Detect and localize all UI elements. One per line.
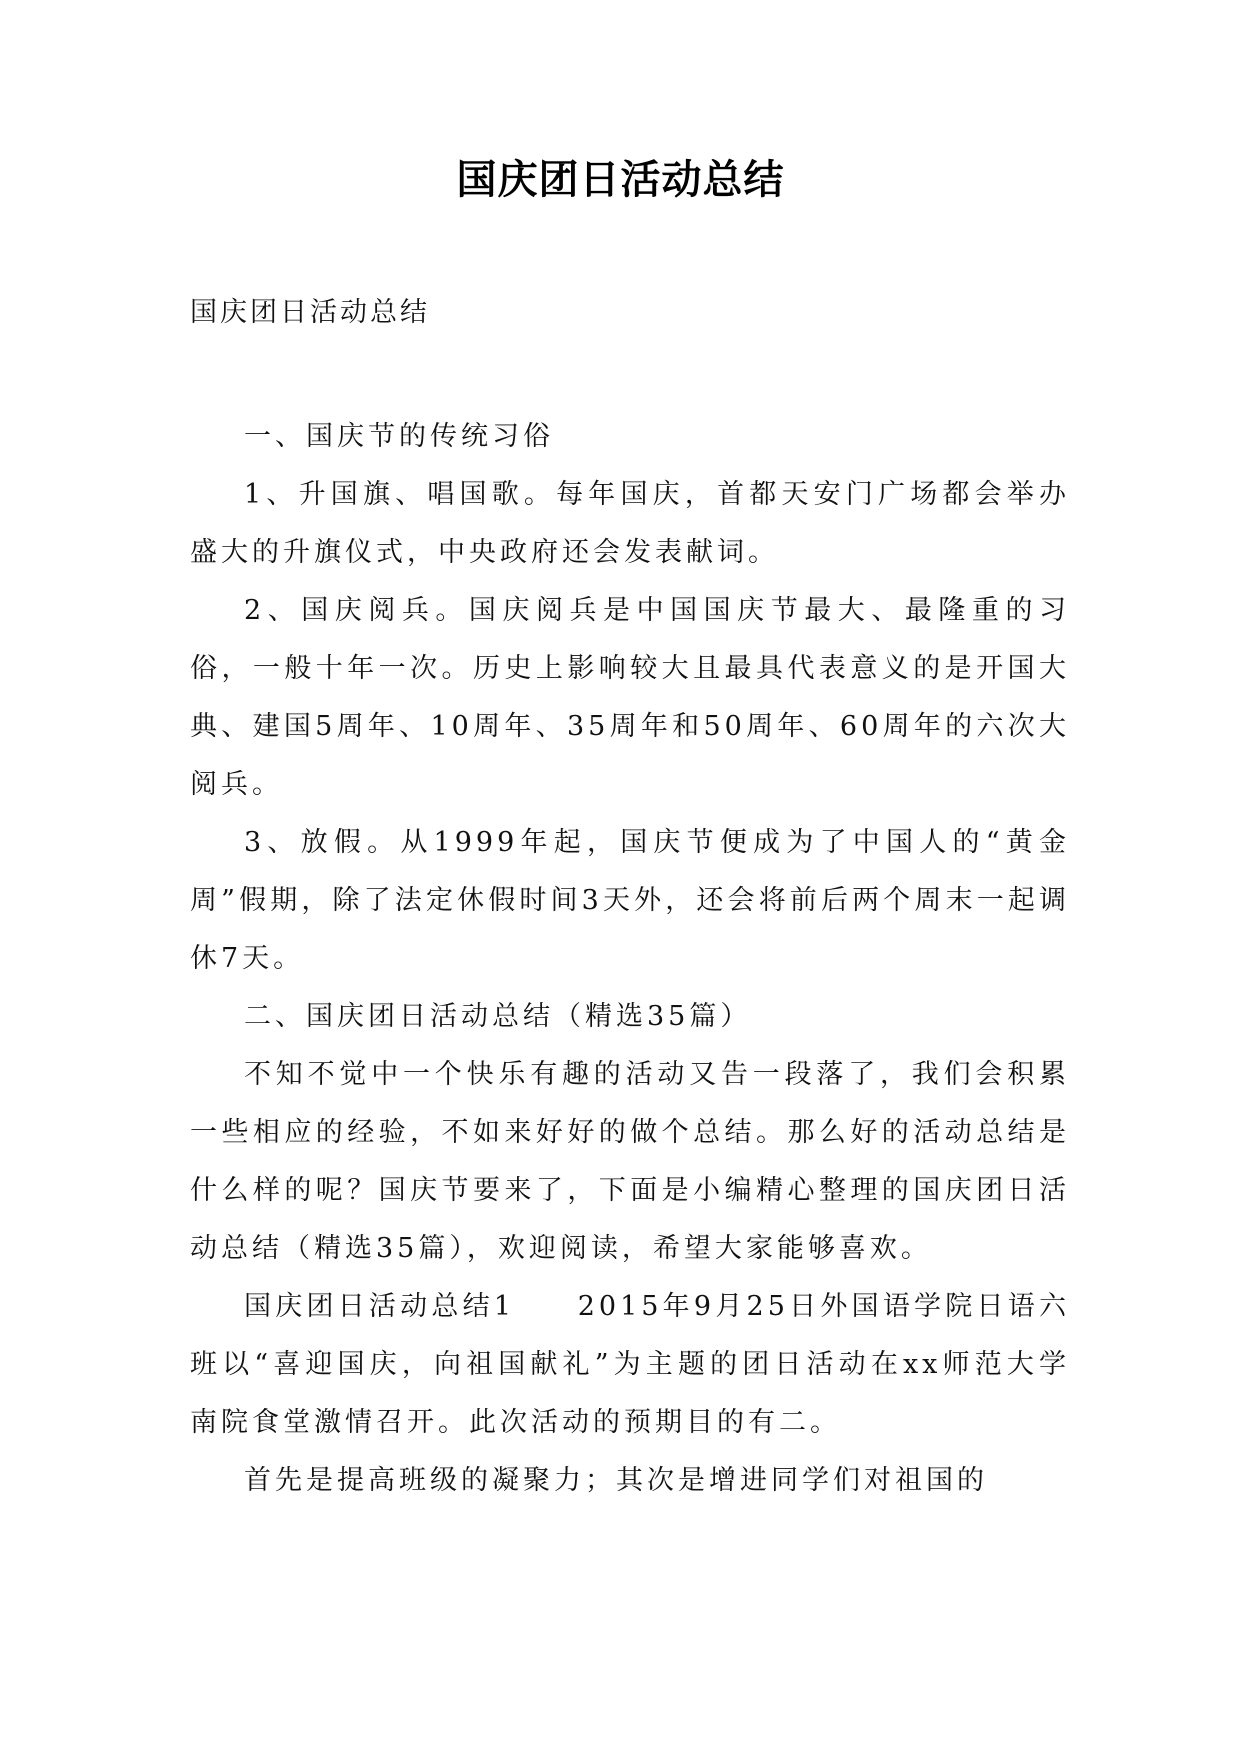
document-title: 国庆团日活动总结 xyxy=(456,157,785,203)
paragraph-summary-1: 国庆团日活动总结1 2015年9月25日外国语学院日语六班以“喜迎国庆，向祖国献礼”为主题的团日活动在xx师范大学南院食堂激情召开。此次活动的预期目的有二。 xyxy=(190,1291,1070,1438)
paragraph-holiday: 3、放假。从1999年起，国庆节便成为了中国人的“黄金周”假期，除了法定休假时间3天外，还会将前后两个周末一起调休7天。 xyxy=(190,827,1070,974)
paragraph-introduction: 不知不觉中一个快乐有趣的活动又告一段落了，我们会积累一些相应的经验，不如来好好的做个总结。那么好的活动总结是什么样的呢？国庆节要来了，下面是小编精心整理的国庆团日活动总结（精选35篇），欢迎阅读，希望大家能够喜欢。 xyxy=(190,1059,1070,1264)
document-body xyxy=(190,408,1070,1510)
paragraph-purpose: 首先是提高班级的凝聚力；其次是增进同学们对祖国的 xyxy=(244,1465,988,1496)
paragraph-customs-heading: 一、国庆节的传统习俗 xyxy=(244,421,554,452)
paragraph-military-parade: 2、国庆阅兵。国庆阅兵是中国国庆节最大、最隆重的习俗，一般十年一次。历史上影响较大且最具代表意义的是开国大典、建国5周年、10周年、35周年和50周年、60周年的六次大阅兵。 xyxy=(190,595,1070,800)
document-subtitle: 国庆团日活动总结 xyxy=(190,297,430,328)
paragraph-summary-heading: 二、国庆团日活动总结（精选35篇） xyxy=(244,1001,752,1032)
paragraph-flag-raising: 1、升国旗、唱国歌。每年国庆，首都天安门广场都会举办盛大的升旗仪式，中央政府还会发表献词。 xyxy=(190,479,1070,568)
